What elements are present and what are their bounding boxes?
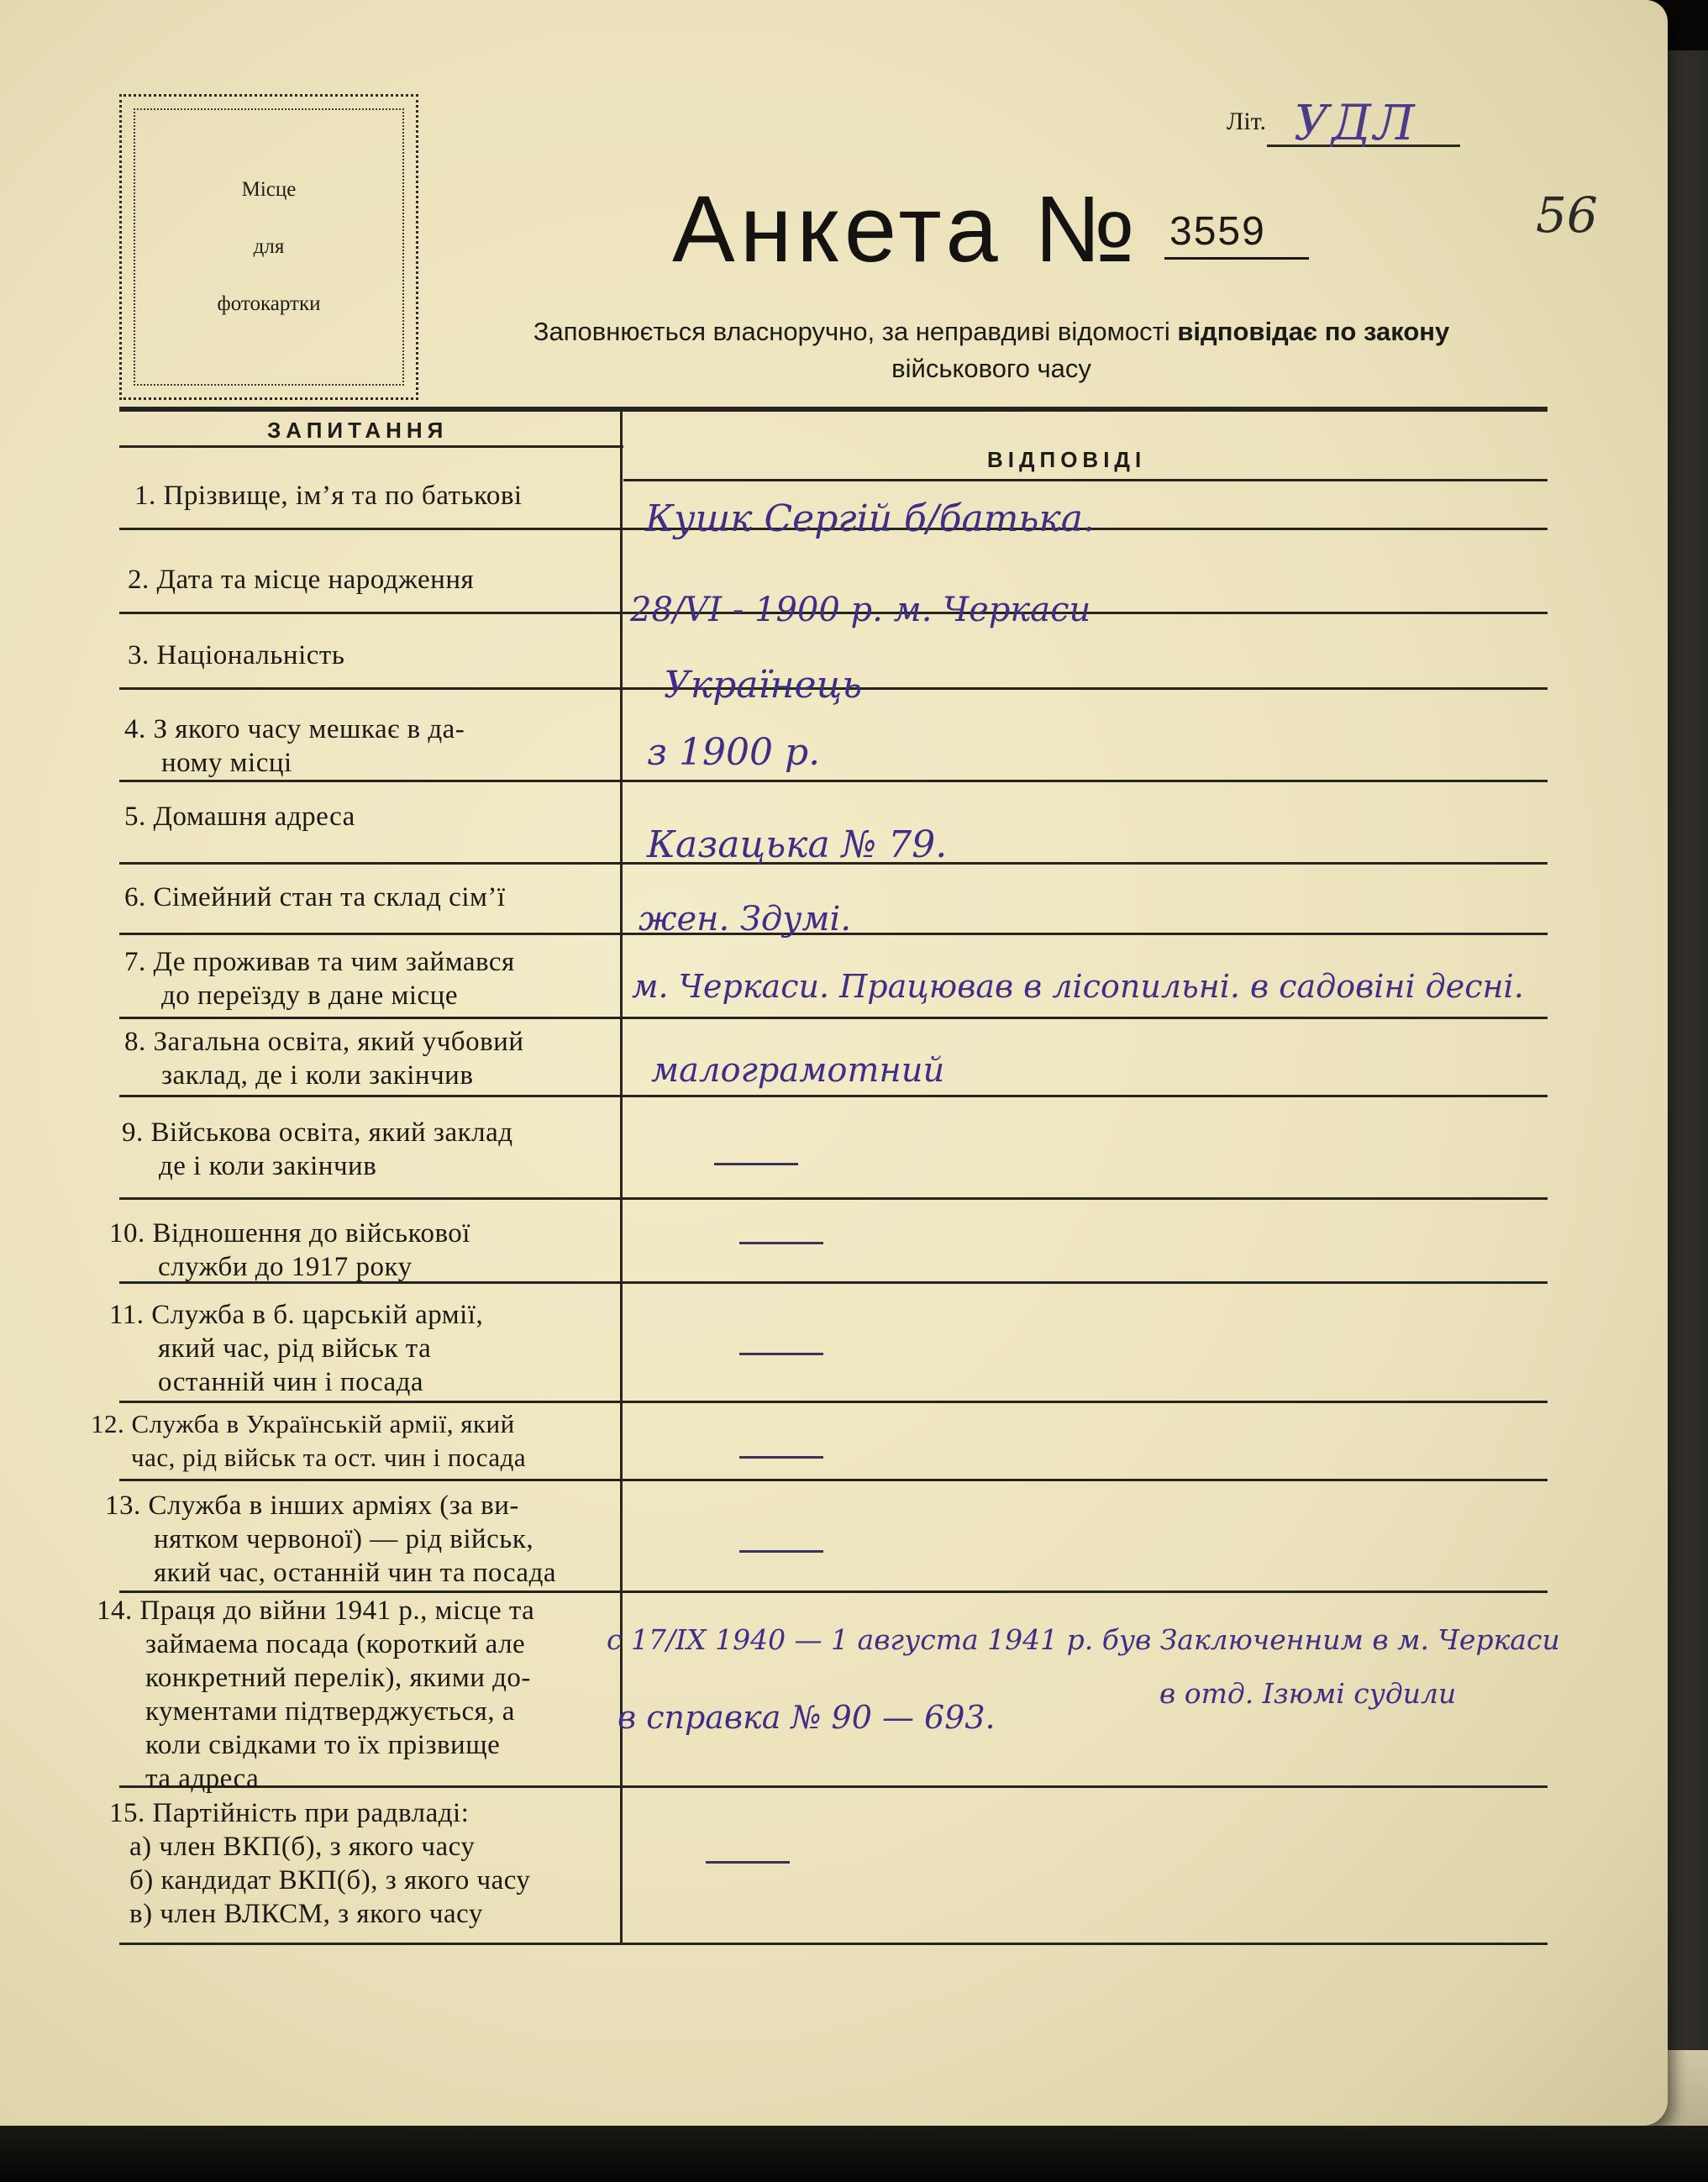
document-title: Анкета № — [672, 176, 1140, 281]
photo-box-label-3: фотокартки — [217, 292, 321, 315]
answer-4: з 1900 р. — [647, 731, 821, 774]
question-11: 11. Служба в б. царській армії, який час, рід військ та останній чин і посада — [109, 1300, 484, 1397]
question-7: 7. Де проживав та чим займався до переїзду в дане місце — [124, 947, 515, 1011]
column-header-answers: ВІДПОВІДІ — [987, 447, 1147, 472]
answer-14-line-2: в отд. Ізюмі судили — [1159, 1677, 1457, 1710]
question-9: 9. Військова освіта, який заклад де і коли закінчив — [122, 1117, 513, 1181]
question-3: 3. Національність — [128, 640, 345, 670]
question-12: 12. Служба в Українській армії, який час, рід військ та ост. чин і посада — [91, 1409, 527, 1472]
answer-2: 28/VI - 1900 р. м. Черкаси — [630, 591, 1091, 629]
table-top-rule — [119, 407, 1548, 412]
empty-answer-dash — [739, 1550, 823, 1553]
answer-5: Казацька № 79. — [647, 823, 948, 866]
answer-7: м. Черкаси. Працював в лісопильні. в садовіні десні. — [632, 968, 1524, 1005]
lit-value: УДЛ — [1294, 94, 1417, 151]
answer-14-line-3: в справка № 90 — 693. — [618, 1699, 996, 1736]
question-1: 1. Прізвище, ім’я та по батькові — [134, 481, 523, 511]
instructions — [445, 313, 1537, 387]
answer-8: малограмотний — [651, 1051, 945, 1090]
empty-answer-dash — [714, 1163, 798, 1165]
instructions-part-2: відповідає по закону — [1177, 317, 1450, 346]
document-number-underline — [1164, 257, 1309, 260]
row-rule — [119, 1401, 1548, 1403]
question-2: 2. Дата та місце народження — [128, 565, 475, 595]
question-10: 10. Відношення до військової служби до 1917 року — [109, 1218, 470, 1282]
answer-14-line-1: с 17/IX 1940 — 1 августа 1941 р. був Заключенним в м. Черкаси — [607, 1623, 1560, 1656]
header-rule-left — [119, 445, 623, 448]
row-rule — [119, 1017, 1548, 1019]
question-13: 13. Служба в інших арміях (за ви- нятком червоної) — рід військ, який час, останній чин та посада — [105, 1491, 557, 1588]
instructions-part-1: Заповнюється власноручно, за неправдиві відомості — [533, 317, 1178, 346]
empty-answer-dash — [706, 1861, 790, 1864]
photo-box-label-1: Місце — [241, 178, 297, 201]
photo-placeholder — [119, 94, 418, 400]
empty-answer-dash — [739, 1242, 823, 1244]
row-rule — [119, 1197, 1548, 1200]
table-bottom-rule — [119, 1943, 1548, 1945]
question-6: 6. Сімейний стан та склад сім’ї — [124, 882, 506, 912]
answer-3: Українець — [664, 664, 863, 707]
question-4: 4. З якого часу мешкає в да- ному місці — [124, 714, 465, 778]
question-15: 15. Партійність при радвладі: а) член ВКП(б), з якого часу б) кандидат ВКП(б), з якого часу в) член ВЛКСМ, з якого часу — [109, 1798, 531, 1929]
photo-box-label-2: для — [253, 235, 285, 258]
page-number: 56 — [1536, 187, 1598, 244]
instructions-part-3: військового часу — [891, 354, 1091, 383]
header-rule-right — [623, 479, 1548, 481]
question-14: 14. Праця до війни 1941 р., місце та займаема посада (короткий але конкретний перелік), якими до- кументами підтверджується, а коли свідками то їх прізвище та адреса — [97, 1596, 535, 1794]
answer-1: Кушк Сергій б/батька. — [645, 497, 1095, 540]
document-number: 3559 — [1169, 209, 1266, 254]
question-5: 5. Домашня адреса — [124, 802, 355, 832]
empty-answer-dash — [739, 1353, 823, 1355]
row-rule — [119, 1095, 1548, 1097]
empty-answer-dash — [739, 1456, 823, 1459]
question-8: 8. Загальна освіта, який учбовий заклад, де і коли закінчив — [124, 1027, 524, 1091]
row-rule — [119, 1590, 1548, 1593]
column-header-questions: ЗАПИТАННЯ — [267, 418, 449, 443]
row-rule — [119, 1479, 1548, 1481]
row-rule — [119, 780, 1548, 782]
lit-label: Літ. — [1227, 108, 1267, 135]
answer-6: жен. Здумі. — [639, 900, 852, 939]
background-shadow — [0, 2126, 1708, 2182]
